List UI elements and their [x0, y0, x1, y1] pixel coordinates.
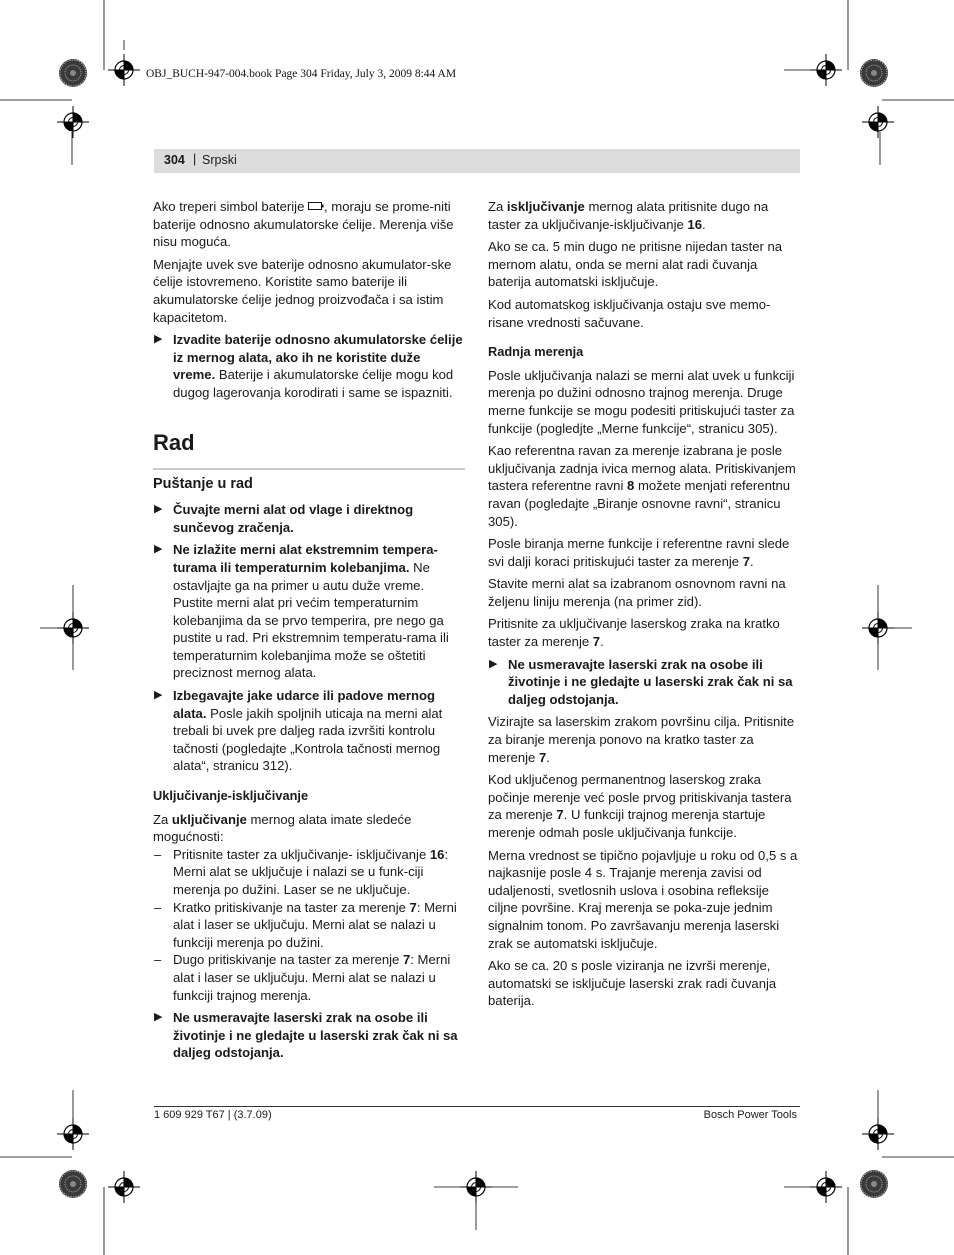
left-column [153, 198, 465, 1067]
paragraph: Merna vrednost se tipično pojavljuje u roku od 0,5 s a najkasnije posle 4 s. Trajanje merenja zavisi od udaljenosti, svetlosnih uslova i osobina refleksije ciljne površine. Kraj merenja se poka-zuje jednim signalnim tonom. Po završavanju merenja laserski zrak se automatski isključuje. [488, 847, 798, 951]
registration-mark-icon [810, 1171, 842, 1203]
section-title: Rad [153, 429, 195, 455]
section-divider [153, 468, 465, 470]
list-item: – Kratko pritiskivanje na taster za merenje 7: Merni alat i laser se uključuju. Merni alat se nalazi u funkciji merenja po dužini. [154, 899, 457, 950]
paragraph: Za isključivanje mernog alata pritisnite dugo na taster za uključivanje-isključivanje 16. [488, 199, 769, 232]
paragraph: Kao referentna ravan za merenje izabrana je posle uključivanja zadnja ivica mernog alata. Pritiskivanjem tastera referentne ravni 8 možete menjati referentnu ravan (pogledajte „Biranje osnovne ravni“, stranicu 305). [488, 443, 796, 529]
paragraph: Kod automatskog isključivanja ostaju sve memo-risane vrednosti sačuvane. [488, 296, 771, 330]
warning-bullet: ▶ Izvadite baterije odnosno akumulatorske ćelije iz mernog alata, ako ih ne koristite duže vreme. Baterije i akumulatorske ćelije mogu kod dugog lagerovanja korodirati i same se ispazniti. [154, 332, 463, 400]
paragraph: Ako treperi simbol baterije , moraju se prome-niti baterije odnosno akumulatorske ćelije. Merenja više nisu moguća. [153, 199, 454, 250]
registration-mark-icon [57, 612, 89, 644]
paragraph: Menjajte uvek sve baterije odnosno akumulator-ske ćelije istovremeno. Koristite samo baterije ili akumulatorske ćelije jednog proizvođača i sa istim kapacitetom. [153, 256, 452, 325]
paragraph: Posle biranja merne funkcije i referentne ravni slede svi dalji koraci pritiskujući taster za merenje 7. [488, 536, 790, 569]
minor-heading: Radnja merenja [488, 344, 584, 360]
bullet-arrow-icon: ▶ [489, 657, 498, 670]
footer-document-code: 1 609 929 T67 | (3.7.09) [154, 1109, 272, 1121]
paragraph: Stavite merni alat sa izabranom osnovnom ravni na željenu liniju merenja (na primer zid). [488, 576, 786, 609]
registration-mark-icon [57, 1118, 89, 1150]
paragraph: Ako se ca. 20 s posle viziranja ne izvrši merenje, automatski se isključuje laserski zrak radi čuvanja baterija. [488, 958, 777, 1009]
battery-icon [308, 202, 324, 210]
registration-mark-icon [862, 106, 894, 138]
print-slug: OBJ_BUCH-947-004.book Page 304 Friday, July 3, 2009 8:44 AM [146, 68, 457, 80]
registration-mark-icon [57, 106, 89, 138]
header-language: Srpski [202, 153, 237, 167]
warning-bullet: ▶ Ne izlažite merni alat ekstremnim tempera-turama ili temperaturnim kolebanjima. Ne ostavljajte ga na primer u autu duže vreme. Pustite merni alat pri većim temperaturnim kolebanjima da se prvo temperira, pre nego ga pustite u rad. Pri ekstremnim temperatu-rama ili temperaturnim kolebanjima može se oštetiti preciznost mernog alata. [154, 542, 449, 681]
paragraph: Ako se ca. 5 min dugo ne pritisne nijedan taster na mernom alatu, onda se merni alat radi čuvanja baterija automatski isključuje. [488, 239, 783, 290]
paragraph: Kod uključenog permanentnog laserskog zraka počinje merenje već posle prvog pritiskivanja tastera za merenje 7. U funkciji trajnog merenja startuje merenje odmah posle uključivanja funkcije. [488, 772, 792, 840]
warning-bullet: ▶ Ne usmeravajte laserski zrak na osobe ili životinje i ne gledajte u laserski zrak čak ni sa daljeg odstojanja. [489, 656, 793, 707]
footer-brand: Bosch Power Tools [703, 1109, 797, 1121]
registration-mark-icon [810, 54, 842, 86]
registration-mark-icon [860, 1170, 888, 1198]
bullet-arrow-icon: ▶ [154, 1011, 163, 1024]
warning-bullet: ▶ Čuvajte merni alat od vlage i direktnog sunčevog zračenja. [154, 502, 414, 535]
right-column [488, 198, 800, 1015]
registration-mark-icon [59, 59, 87, 87]
registration-mark-icon [460, 1171, 492, 1203]
list-item: – Dugo pritiskivanje na taster za merenje 7: Merni alat i laser se uključuju. Merni alat se nalazi u funkciji trajnog merenja. [154, 952, 451, 1003]
warning-bullet: ▶ Izbegavajte jake udarce ili padove mernog alata. Posle jakih spoljnih uticaja na merni alat trebali bi uvek pre daljeg rada izvršiti kontrolu tačnosti (pogledajte „Kontrola tačnosti mernog alata“, stranicu 312). [154, 688, 443, 774]
page-number: 304 [164, 153, 185, 167]
registration-mark-icon [59, 1170, 87, 1198]
registration-mark-icon [860, 59, 888, 87]
minor-heading: Uključivanje-isključivanje [153, 788, 309, 804]
registration-mark-icon [108, 1171, 140, 1203]
bullet-arrow-icon: ▶ [154, 689, 163, 702]
page-header [154, 149, 800, 173]
bullet-arrow-icon: ▶ [154, 543, 163, 556]
paragraph: Za uključivanje mernog alata imate sledeće mogućnosti: [153, 811, 412, 845]
bullet-arrow-icon: ▶ [154, 333, 163, 346]
registration-mark-icon [862, 1118, 894, 1150]
warning-bullet: ▶ Ne usmeravajte laserski zrak na osobe ili životinje i ne gledajte u laserski zrak čak ni sa daljeg odstojanja. [154, 1010, 458, 1061]
paragraph: Posle uključivanja nalazi se merni alat uvek u funkciji merenja po dužini odnosno trajnog merenja. Druge merne funkcije se mogu podesiti pritiskujući taster za funkcije (pogledjte „Merne funkcije“, stranicu 305). [488, 367, 795, 436]
paragraph: Pritisnite za uključivanje laserskog zraka na kratko taster za merenje 7. [488, 616, 780, 650]
paragraph: Vizirajte sa laserskim zrakom površinu cilja. Pritisnite za biranje merenja ponovo na kratko taster za merenje 7. [488, 714, 795, 765]
registration-mark-icon [108, 54, 140, 86]
footer-divider [154, 1106, 800, 1107]
subsection-title: Puštanje u rad [153, 475, 253, 492]
registration-mark-icon [862, 612, 894, 644]
header-separator: | [193, 152, 197, 166]
list-item: – Pritisnite taster za uključivanje- isključivanje 16: Merni alat se uključuje i nalazi se u funk-ciji merenja po dužini. Laser se ne uključuje. [154, 846, 449, 897]
bullet-arrow-icon: ▶ [154, 503, 163, 516]
